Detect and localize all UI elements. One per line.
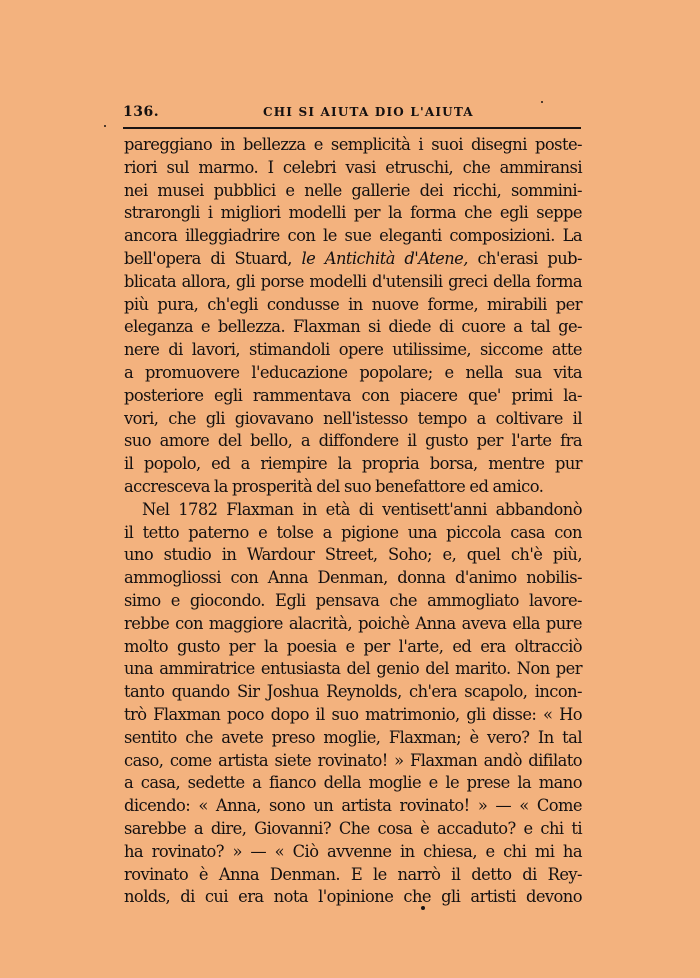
page-number: 136. <box>123 104 160 120</box>
text-line: posteriore egli rammentava con piacere que' primi la- <box>124 385 582 405</box>
text-line: nei musei pubblici e nelle gallerie dei ricchi, sommini- <box>124 180 582 200</box>
text-line-paragraph-start: Nel 1782 Flaxman in età di ventisett'anni abbandonò <box>142 499 582 519</box>
text-line: una ammiratrice entusiasta del genio del marito. Non per <box>124 659 582 679</box>
text-line: trò Flaxman poco dopo il suo matrimonio, gli disse: « Ho <box>124 704 582 724</box>
text-line-paragraph-end: accresceva la prosperità del suo benefattore ed amico. <box>124 476 544 496</box>
book-title: le Antichità d'Atene, <box>301 248 468 268</box>
text-line: tanto quando Sir Joshua Reynolds, ch'era scapolo, incon- <box>124 682 582 702</box>
text-line: strarongli i migliori modelli per la forma che egli seppe <box>124 203 582 223</box>
text-line: uno studio in Wardour Street, Soho; e, quel ch'è più, <box>124 545 582 565</box>
text-line: il popolo, ed a riempire la propria borsa, mentre pur <box>124 454 582 474</box>
text-line: riori sul marmo. I celebri vasi etruschi, che ammiransi <box>124 157 582 177</box>
text-line: blicata allora, gli porse modelli d'utensili greci della forma <box>124 271 582 291</box>
text-line: a casa, sedette a fianco della moglie e le prese la mano <box>124 773 582 793</box>
text-line: più pura, ch'egli condusse in nuove forme, mirabili per <box>124 294 582 314</box>
text-line: pareggiano in bellezza e semplicità i suoi disegni poste- <box>124 135 582 154</box>
running-head: CHI SI AIUTA DIO L'AIUTA <box>263 105 474 119</box>
header-rule <box>123 127 581 129</box>
text-line: nere di lavori, stimandoli opere utilissime, siccome atte <box>124 340 582 360</box>
text-line: eleganza e bellezza. Flaxman si diede di cuore a tal ge- <box>124 317 582 337</box>
ink-speck <box>421 906 425 910</box>
text-fragment: ch'erasi pub- <box>467 248 583 268</box>
ink-speck <box>104 125 106 127</box>
text-line: sentito che avete preso moglie, Flaxman; è vero? In tal <box>124 727 582 747</box>
text-line: rovinato è Anna Denman. E le narrò il detto di Rey- <box>124 864 582 884</box>
page-header <box>123 104 581 126</box>
text-line-with-italic-title <box>124 248 582 271</box>
text-line: molto gusto per la poesia e per l'arte, ed era oltracciò <box>124 636 582 656</box>
text-line: il tetto paterno e tolse a pigione una piccola casa con <box>124 522 582 542</box>
text-line: suo amore del bello, a diffondere il gusto per l'arte fra <box>124 431 582 451</box>
ink-speck <box>541 101 543 103</box>
text-line: rebbe con maggiore alacrità, poichè Anna aveva ella pure <box>124 613 582 633</box>
text-line: dicendo: « Anna, sono un artista rovinato! » — « Come <box>124 796 582 816</box>
text-line: sarebbe a dire, Giovanni? Che cosa è accaduto? e chi ti <box>124 818 582 838</box>
text-line: nolds, di cui era nota l'opinione che gli artisti devono <box>124 887 582 907</box>
text-line: simo e giocondo. Egli pensava che ammogliato lavore- <box>124 590 582 610</box>
text-line: caso, come artista siete rovinato! » Flaxman andò difilato <box>124 750 582 770</box>
text-line: vori, che gli giovavano nell'istesso tempo a coltivare il <box>124 408 582 428</box>
text-line: a promuovere l'educazione popolare; e nella sua vita <box>124 362 582 382</box>
text-fragment: bell'opera di Stuard, <box>124 248 302 268</box>
text-line: ha rovinato? » — « Ciò avvenne in chiesa, e chi mi ha <box>124 841 582 861</box>
body-text <box>124 134 582 909</box>
text-line: ancora illeggiadrire con le sue eleganti composizioni. La <box>124 226 582 246</box>
text-line: ammogliossi con Anna Denman, donna d'animo nobilis- <box>124 568 582 588</box>
